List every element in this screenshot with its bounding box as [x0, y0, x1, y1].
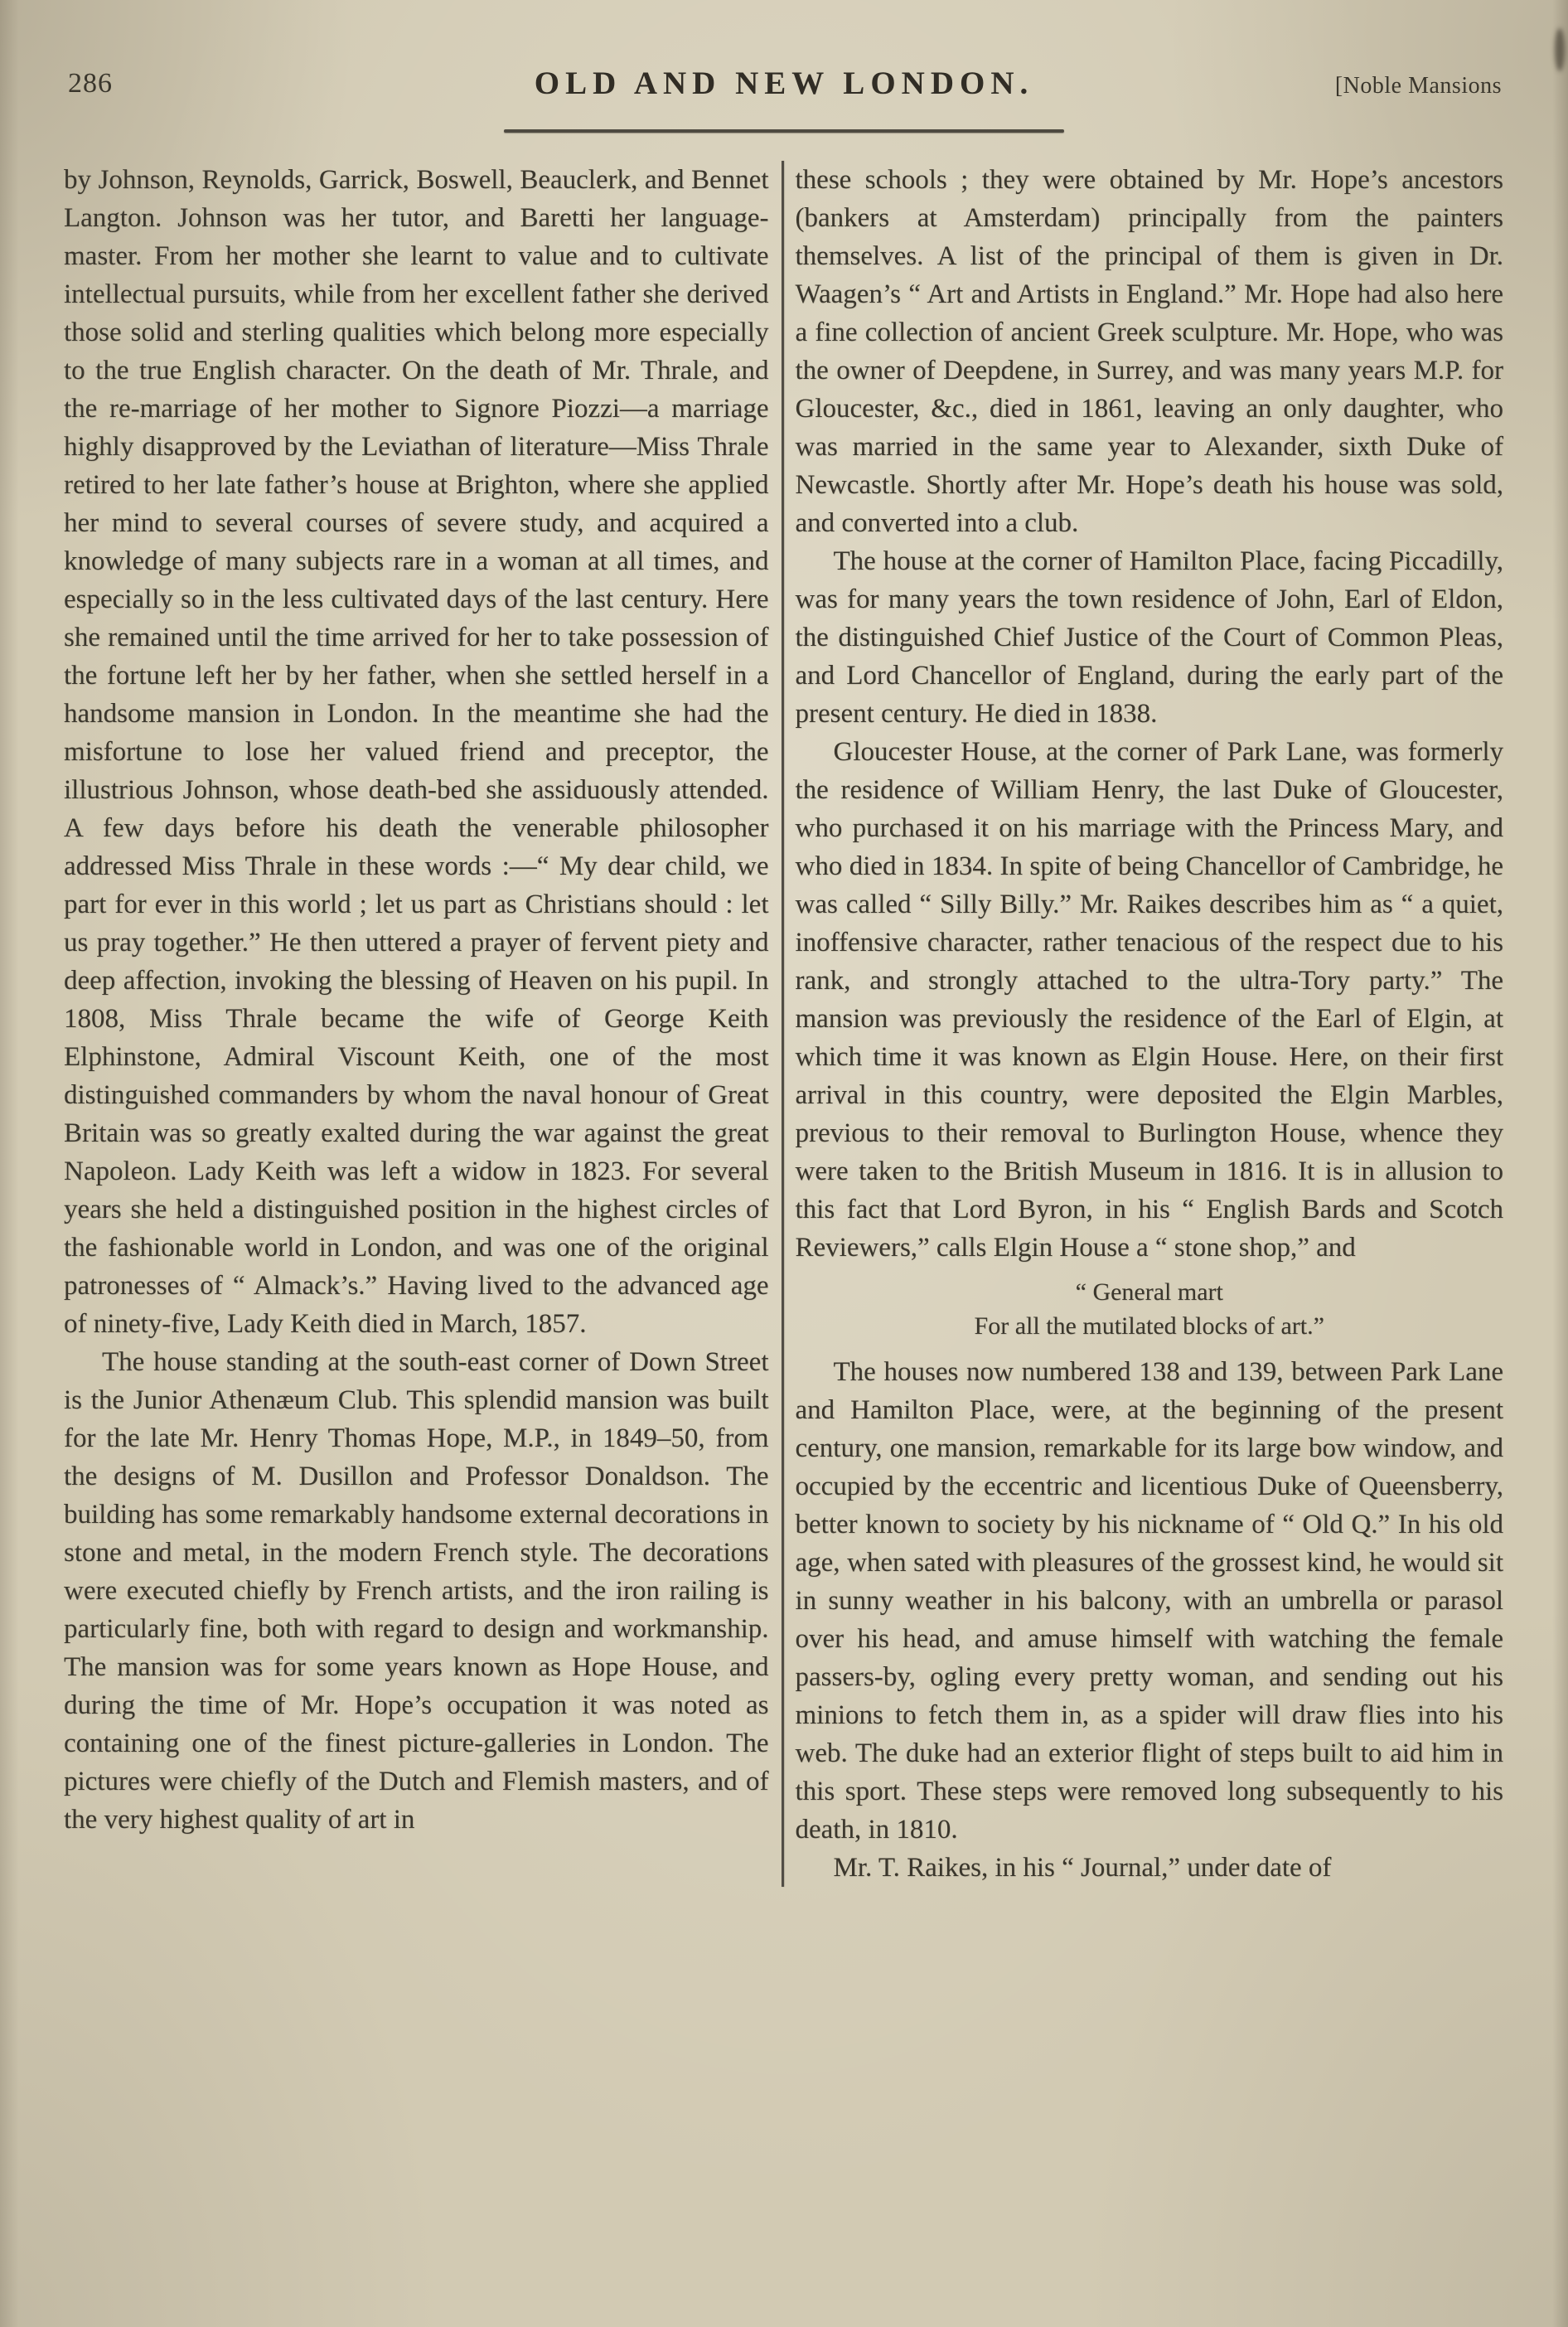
verse-line: For all the mutilated blocks of art.”: [974, 1312, 1324, 1340]
column-divider: [782, 161, 784, 1887]
page-number: 286: [68, 68, 113, 99]
paragraph: these schools ; they were obtained by Mr. Hope’s ancestors (bankers at Amsterdam) principally from the painters themselves. A list of the principal of them is given in Dr. Waagen’s “ Art and Artists in England.” Mr. Hope had also here a fine collection of ancient Greek sculpture. Mr. Hope, who was the owner of Deepdene, in Surrey, and was many years M.P. for Gloucester, &c., died in 1861, leaving an only daughter, who was married in the same year to Alexander, sixth Duke of Newcastle. Shortly after Mr. Hope’s death his house was sold, and converted into a club.: [795, 165, 1503, 538]
verse-quote: [796, 1275, 1504, 1343]
header-rule: [504, 129, 1064, 133]
verse-line: “ General mart: [1075, 1278, 1223, 1306]
paragraph: The house at the corner of Hamilton Place, facing Piccadilly, was for many years the town residence of John, Earl of Eldon, the distinguished Chief Justice of the Court of Common Pleas, and Lord Chancellor of England, during the early part of the present century. He died in 1838.: [795, 546, 1503, 729]
running-header: [Noble Mansions: [1334, 73, 1502, 99]
paragraph: The house standing at the south-east corner of Down Street is the Junior Athenæum Club. This splendid mansion was built for the late Mr. Henry Thomas Hope, M.P., in 1849–50, from the designs of M. Dusillon and Professor Donaldson. The building has some remarkably handsome external decorations in stone and metal, in the modern French style. The decorations were executed chiefly by French artists, and the iron railing is particularly fine, both with regard to design and workmanship. The mansion was for some years known as Hope House, and during the time of Mr. Hope’s occupation it was noted as containing one of the finest picture-galleries in London. The pictures were chiefly of the Dutch and Flemish masters, and of the very highest quality of art in: [64, 1347, 769, 1835]
paragraph: Gloucester House, at the corner of Park Lane, was formerly the residence of William Henry, the last Duke of Gloucester, who purchased it on his marriage with the Princess Mary, and who died in 1834. In spite of being Chancellor of Cambridge, he was called “ Silly Billy.” Mr. Raikes describes him as “ a quiet, inoffensive character, rather tenacious of the respect due to his rank, and strongly attached to the ultra-Tory party.” The mansion was previously the residence of the Earl of Elgin, at which time it was known as Elgin House. Here, on their first arrival in this country, were deposited the Elgin Marbles, previous to their removal to Burlington House, whence they were taken to the British Museum in 1816. It is in allusion to this fact that Lord Byron, in his “ English Bards and Scotch Reviewers,” calls Elgin House a “ stone shop,” and: [795, 737, 1503, 1263]
page-title: OLD AND NEW LONDON.: [534, 65, 1034, 101]
paragraph: by Johnson, Reynolds, Garrick, Boswell, Beauclerk, and Bennet Langton. Johnson was her tutor, and Baretti her language-master. From her mother she learnt to value and to cultivate intellectual pursuits, while from her excellent father she derived those solid and sterling qualities which belong more especially to the true English character. On the death of Mr. Thrale, and the re-marriage of her mother to Signore Piozzi—a marriage highly disapproved by the Leviathan of literature—Miss Thrale retired to her late father’s house at Brighton, where she applied her mind to several courses of severe study, and acquired a knowledge of many subjects rare in a woman at all times, and especially so in the less cultivated days of the last century. Here she remained until the time arrived for her to take possession of the fortune left her by her father, when she settled herself in a handsome mansion in London. In the meantime she had the misfortune to lose her valued friend and preceptor, the illustrious Johnson, whose death-bed she assiduously attended. A few days before his death the venerable philosopher addressed Miss Thrale in these words :—“ My dear child, we part for ever in this world ; let us part as Christians should : let us pray together.” He then uttered a prayer of fervent piety and deep affection, invoking the blessing of Heaven on his pupil. In 1808, Miss Thrale became the wife of George Keith Elphinstone, Admiral Viscount Keith, one of the most distinguished commanders by whom the naval honour of Great Britain was so greatly exalted during the war against the great Napoleon. Lady Keith was left a widow in 1823. For several years she held a distinguished position in the highest circles of the fashionable world in London, and was one of the original patronesses of “ Almack’s.” Having lived to the advanced age of ninety-five, Lady Keith died in March, 1857.: [64, 165, 769, 1339]
paragraph: Mr. T. Raikes, in his “ Journal,” under date of: [833, 1853, 1332, 1883]
right-column: [796, 161, 1504, 1887]
text-columns: [0, 161, 1568, 1887]
paragraph: The houses now numbered 138 and 139, between Park Lane and Hamilton Place, were, at the beginning of the present century, one mansion, remarkable for its large bow window, and occupied by the eccentric and licentious Duke of Queensberry, better known to society by his nickname of “ Old Q.” In his old age, when sated with pleasures of the grossest kind, he would sit in sunny weather in his balcony, with an umbrella or parasol over his head, and amuse himself with watching the female passers-by, ogling every pretty woman, and sending out his minions to fetch them in, as a spider will draw flies into his web. The duke had an exterior flight of steps built to aid him in this sport. These steps were removed long subsequently to his death, in 1810.: [795, 1357, 1503, 1845]
page-header: [0, 0, 1568, 113]
left-column: [64, 161, 769, 1887]
